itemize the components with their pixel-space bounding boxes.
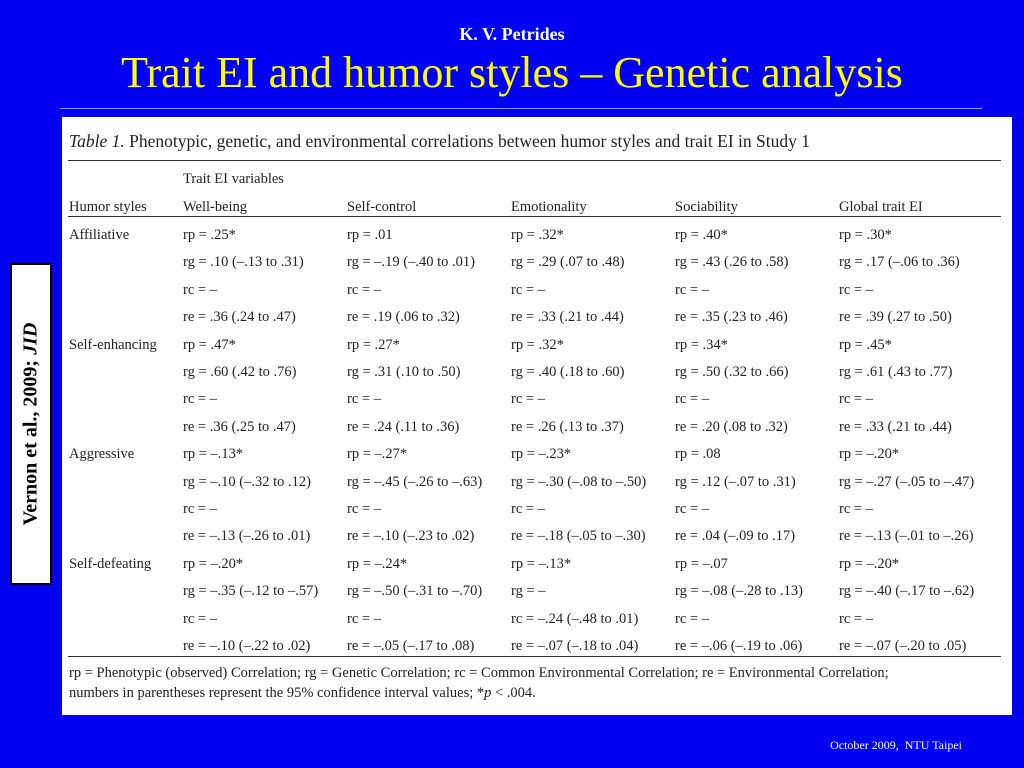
- table-cell: rc = –: [183, 501, 217, 517]
- table-cell: rg = .43 (.26 to .58): [675, 254, 789, 271]
- column-header: Well-being: [183, 199, 248, 215]
- citation-text: [20, 323, 43, 526]
- table-cell: re = .04 (–.09 to .17): [675, 528, 796, 545]
- table-cell: rg = –.10 (–.32 to .12): [183, 473, 311, 490]
- table-cell: rg = –.19 (–.40 to .01): [347, 254, 475, 271]
- footnote-line-2-text: numbers in parentheses represent the 95% confidence interval values; *: [69, 685, 485, 701]
- table-cell: rp = .40*: [675, 227, 728, 243]
- table-cell: re = .39 (.27 to .50): [839, 309, 952, 326]
- table-cell: re = –.18 (–.05 to –.30): [511, 528, 646, 545]
- table-cell: rg = .29 (.07 to .48): [511, 254, 625, 271]
- column-header: Sociability: [675, 199, 738, 215]
- citation-authors: Vernon et al., 2009;: [19, 354, 42, 526]
- footnote-p-symbol: p: [484, 685, 492, 701]
- table-cell: rp = –.07: [675, 555, 728, 572]
- table-cell: rg = –.45 (–.26 to –.63): [347, 473, 483, 490]
- table-cell: re = .24 (.11 to .36): [347, 418, 460, 435]
- table-cell: rc = –: [183, 610, 217, 627]
- table-cell: rp = –.27*: [347, 446, 408, 463]
- table-cell: re = .36 (.25 to .47): [183, 418, 296, 435]
- table-cell: rc = –: [675, 391, 709, 408]
- table-cell: rp = .32*: [511, 227, 564, 243]
- table-cell: rc = –.24 (–.48 to .01): [511, 610, 639, 627]
- citation-journal: JID: [19, 322, 42, 355]
- humor-style-label: Affiliative: [69, 227, 130, 243]
- table-cell: rg = –.27 (–.05 to –.47): [839, 473, 975, 490]
- table-cell: rp = .45*: [839, 336, 892, 353]
- table-cell: re = –.06 (–.19 to .06): [675, 638, 803, 654]
- title-divider: [60, 108, 982, 109]
- table-cell: re = –.13 (–.26 to .01): [183, 528, 311, 545]
- table-cell: rc = –: [839, 391, 873, 408]
- table-cell: re = .36 (.24 to .47): [183, 309, 296, 326]
- correlation-table: [62, 117, 1012, 715]
- table-cell: rc = –: [839, 281, 873, 298]
- table-caption-label: Table 1.: [69, 131, 125, 151]
- citation-box: [10, 263, 52, 585]
- slide-footer: October 2009, NTU Taipei: [830, 738, 962, 752]
- table-cell: rg = .40 (.18 to .60): [511, 364, 625, 380]
- footnote-line-2-end: < .004.: [491, 685, 536, 701]
- table-bottom-rule: [68, 656, 1001, 657]
- table-cell: rg = –.08 (–.28 to .13): [675, 583, 803, 600]
- table-cell: rc = –: [183, 281, 217, 298]
- table-cell: rg = –.35 (–.12 to –.57): [183, 583, 319, 600]
- table-cell: re = .33 (.21 to .44): [511, 309, 624, 326]
- table-cell: rc = –: [675, 610, 709, 627]
- table-cell: rc = –: [511, 391, 545, 408]
- column-header: Self-control: [347, 199, 417, 215]
- table-cell: rg = .61 (.43 to .77): [839, 364, 953, 380]
- column-header: Humor styles: [69, 199, 147, 215]
- table-cell: rp = .47*: [183, 336, 236, 353]
- table-cell: rc = –: [675, 281, 709, 298]
- table-cell: re = –.05 (–.17 to .08): [347, 638, 475, 654]
- table-cell: rp = .27*: [347, 336, 400, 353]
- table-cell: re = .19 (.06 to .32): [347, 309, 460, 326]
- table-cell: re = –.07 (–.20 to .05): [839, 638, 967, 654]
- table-cell: rp = –.20*: [839, 446, 900, 463]
- table-cell: rc = –: [347, 610, 381, 627]
- table-cell: rp = –.23*: [511, 446, 572, 463]
- table-cell: rc = –: [183, 391, 217, 408]
- table-cell: rp = .34*: [675, 336, 728, 353]
- table-cell: rc = –: [347, 501, 381, 517]
- table-cell: rc = –: [511, 281, 545, 298]
- table-group-header: Trait EI variables: [183, 171, 284, 187]
- table-footnote: [69, 663, 1005, 703]
- table-cell: rc = –: [511, 501, 545, 517]
- table-cell: re = –.13 (–.01 to –.26): [839, 528, 974, 545]
- table-caption-text: Phenotypic, genetic, and environmental correlations between humor styles and trait EI in Study 1: [124, 131, 811, 151]
- table-cell: rp = –.13*: [511, 555, 572, 572]
- table-cell: rg = –: [511, 583, 546, 600]
- slide-title: Trait EI and humor styles – Genetic analysis: [121, 48, 903, 97]
- table-cell: rc = –: [347, 281, 381, 298]
- footnote-line-2: [69, 683, 1005, 703]
- humor-style-label: Self-enhancing: [69, 336, 157, 353]
- table-cell: rg = –.40 (–.17 to –.62): [839, 583, 975, 600]
- table-cell: rp = –.24*: [347, 555, 408, 572]
- table-cell: rp = .01: [347, 227, 393, 243]
- footnote-line-1: rp = Phenotypic (observed) Correlation; rg = Genetic Correlation; rc = Common Environmental Correlation; re = Environmental Correlation;: [69, 665, 889, 681]
- table-cell: rg = .50 (.32 to .66): [675, 364, 789, 380]
- table-cell: re = –.10 (–.23 to .02): [347, 528, 475, 545]
- table-cell: rg = .17 (–.06 to .36): [839, 254, 960, 271]
- table-cell: rp = .25*: [183, 227, 236, 243]
- table-cell: rc = –: [839, 501, 873, 517]
- table-cell: re = .20 (.08 to .32): [675, 418, 788, 435]
- author-name: K. V. Petrides: [459, 24, 565, 44]
- table-cell: rc = –: [839, 610, 873, 627]
- table-cell: rg = .60 (.42 to .76): [183, 364, 297, 380]
- table-cell: re = –.07 (–.18 to .04): [511, 638, 639, 654]
- table-cell: rp = .32*: [511, 336, 564, 353]
- table-cell: rg = .12 (–.07 to .31): [675, 473, 796, 490]
- table-cell: re = –.10 (–.22 to .02): [183, 638, 311, 654]
- table-cell: rg = .10 (–.13 to .31): [183, 254, 304, 271]
- table-cell: rp = .08: [675, 446, 721, 463]
- humor-style-label: Self-defeating: [69, 555, 152, 572]
- table-header-rule: [68, 216, 1001, 217]
- table-top-rule: [68, 160, 1001, 161]
- table-cell: re = .33 (.21 to .44): [839, 418, 952, 435]
- column-header: Global trait EI: [839, 199, 923, 215]
- table-cell: rp = –.13*: [183, 446, 244, 463]
- table-cell: rp = –.20*: [839, 555, 900, 572]
- table-cell: re = .26 (.13 to .37): [511, 418, 624, 435]
- table-cell: rg = –.30 (–.08 to –.50): [511, 473, 647, 490]
- table-caption: [69, 131, 810, 152]
- column-header: Emotionality: [511, 199, 587, 215]
- table-cell: rc = –: [675, 501, 709, 517]
- table-cell: rg = –.50 (–.31 to –.70): [347, 583, 483, 600]
- humor-style-label: Aggressive: [69, 446, 135, 463]
- table-cell: rc = –: [347, 391, 381, 408]
- table-cell: re = .35 (.23 to .46): [675, 309, 788, 326]
- table-cell: rg = .31 (.10 to .50): [347, 364, 461, 380]
- table-cell: rp = .30*: [839, 227, 892, 243]
- table-cell: rp = –.20*: [183, 555, 244, 572]
